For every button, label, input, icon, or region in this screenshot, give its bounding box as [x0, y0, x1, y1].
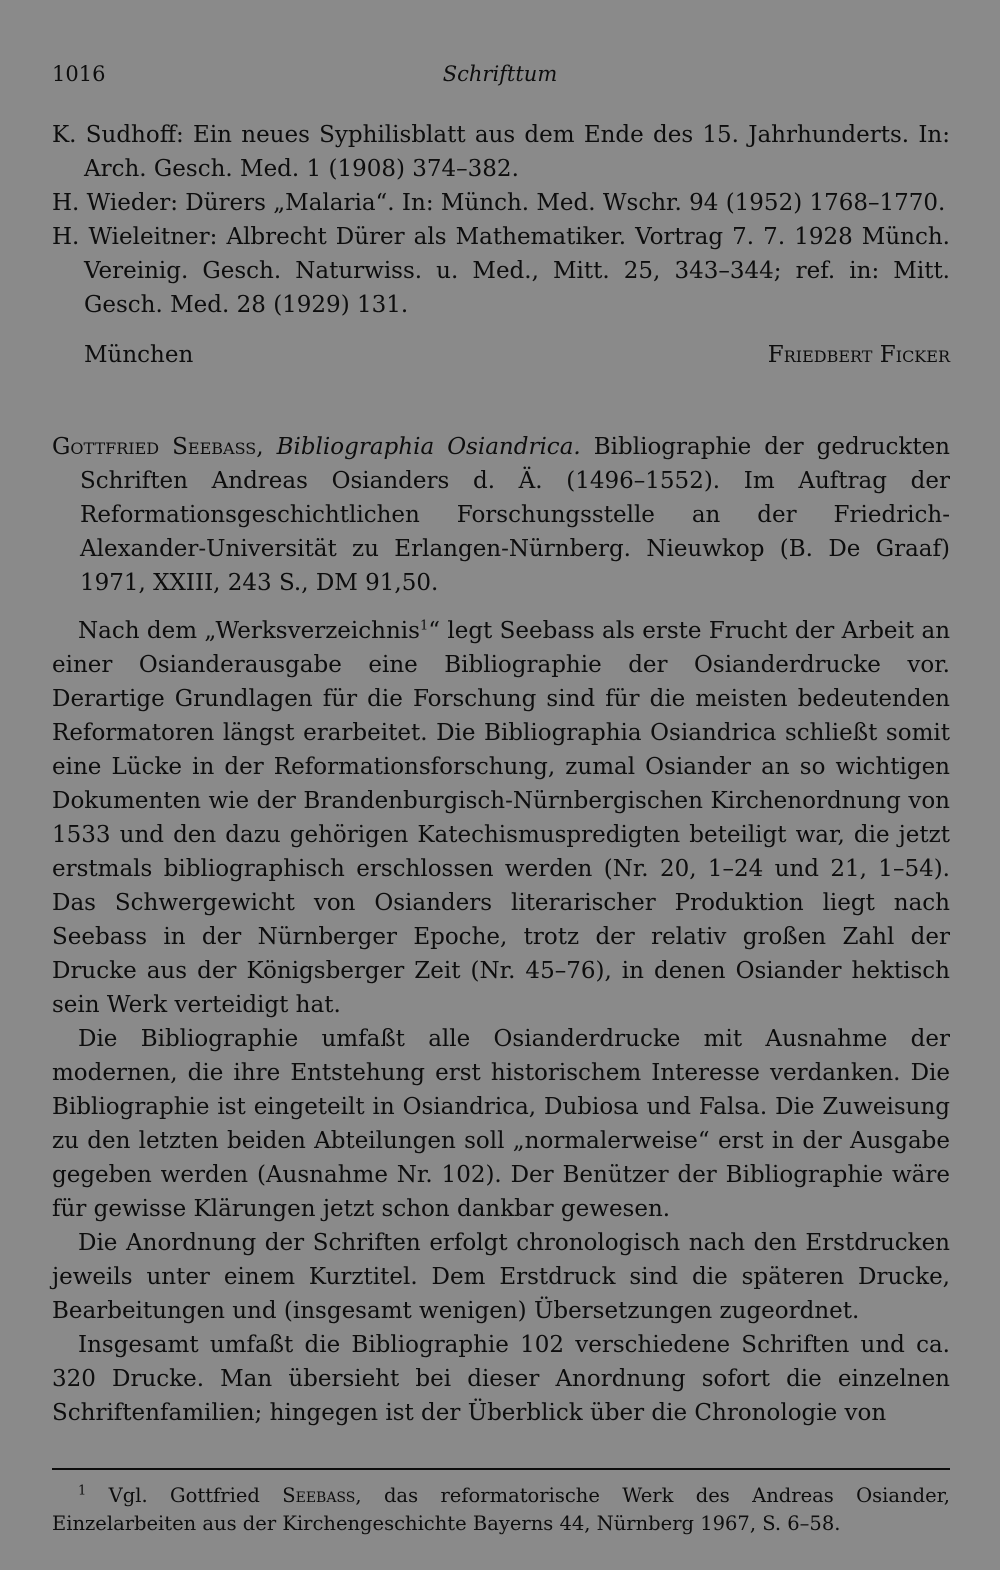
reference-entry: H. Wieleitner: Albrecht Dürer als Mathematiker. Vortrag 7. 7. 1928 Münch. Vereinig. Gesch. Naturwiss. u. Med., Mitt. 25, 343–344; ref. in: Mitt. Gesch. Med. 28 (1929) 131.: [52, 224, 950, 318]
page-header: [52, 62, 948, 92]
footnote-reference[interactable]: 1: [419, 618, 429, 634]
review-paragraph: Die Bibliographie umfaßt alle Osianderdrucke mit Ausnahme der modernen, die ihre Entstehung erst historischem Interesse verdanken. Die Bibliographie ist eingeteilt in Osiandrica, Dubiosa und Falsa. Die Zuweisung zu den letzten beiden Abteilungen soll „normalerweise“ erst in der Ausgabe gegeben werden (Ausnahme Nr. 102). Der Benützer der Bibliographie wäre für gewisse Klärungen jetzt schon dankbar gewesen.: [52, 1026, 950, 1222]
paragraph-text: Nach dem „Werksverzeichnis: [78, 618, 420, 644]
running-title: Schrifttum: [442, 62, 558, 86]
review-title: Bibliographia Osiandrica.: [276, 434, 581, 460]
reference-entry: K. Sudhoff: Ein neues Syphilisblatt aus dem Ende des 15. Jahrhunderts. In: Arch. Gesch. Med. 1 (1908) 374–382.: [52, 122, 950, 182]
reference-entry: H. Wieder: Dürers „Malaria“. In: Münch. Med. Wschr. 94 (1952) 1768–1770.: [52, 190, 946, 216]
footnote: [52, 1482, 950, 1538]
footnote-mark: 1: [78, 1483, 87, 1499]
footnote-text: Vgl. Gottfried: [108, 1484, 260, 1507]
review-details: Bibliographie der gedruckten Schriften Andreas Osianders d. Ä. (1496–1552). Im Auftrag der Reformationsgeschichtlichen Forschungsstelle an der Friedrich-Alexander-Universität zu Erlangen-Nürnberg. Nieuwkop (B. De Graaf) 1971, XXIII, 243 S., DM 91,50.: [80, 434, 950, 596]
review-paragraph: Die Anordnung der Schriften erfolgt chronologisch nach den Erstdrucken jeweils unter einem Kurztitel. Dem Erstdruck sind die späteren Drucke, Bearbeitungen und (insgesamt wenigen) Übersetzungen zugeordnet.: [52, 1230, 950, 1324]
signature-author: Friedbert Ficker: [767, 342, 950, 368]
review-author: Gottfried Seebass,: [52, 434, 264, 460]
footnote-text: , das reformatorische Werk des Andreas Osiander, Einzelarbeiten aus der Kirchengeschichte Bayerns 44, Nürnberg 1967, S. 6–58.: [52, 1484, 950, 1535]
review-paragraph: Insgesamt umfaßt die Bibliographie 102 verschiedene Schriften und ca. 320 Drucke. Man übersieht bei dieser Anordnung sofort die einzelnen Schriftenfamilien; hingegen ist der Überblick über die Chronologie von: [52, 1332, 950, 1426]
signature-line: [52, 338, 950, 372]
page-body: [52, 118, 950, 1430]
footnote-divider: [52, 1468, 950, 1470]
page-number: 1016: [52, 62, 106, 86]
signature-place: München: [84, 342, 194, 368]
footnote-author: Seebass: [282, 1484, 356, 1507]
review-heading: [52, 430, 950, 600]
review-paragraph: [52, 614, 950, 1022]
paragraph-text: “ legt Seebass als erste Frucht der Arbeit an einer Osianderausgabe eine Bibliographie der Osianderdrucke vor. Derartige Grundlagen für die Forschung sind für die meisten bedeutenden Reformatoren längst erarbeitet. Die Bibliographia Osiandrica schließt somit eine Lücke in der Reformationsforschung, zumal Osiander an so wichtigen Dokumenten wie der Brandenburgisch-Nürnbergischen Kirchenordnung von 1533 und den dazu gehörigen Katechismuspredigten beteiligt war, die jetzt erstmals bibliographisch erschlossen werden (Nr. 20, 1–24 und 21, 1–54). Das Schwergewicht von Osianders literarischer Produktion liegt nach Seebass in der Nürnberger Epoche, trotz der relativ großen Zahl der Drucke aus der Königsberger Zeit (Nr. 45–76), in denen Osiander hektisch sein Werk verteidigt hat.: [52, 618, 951, 1018]
